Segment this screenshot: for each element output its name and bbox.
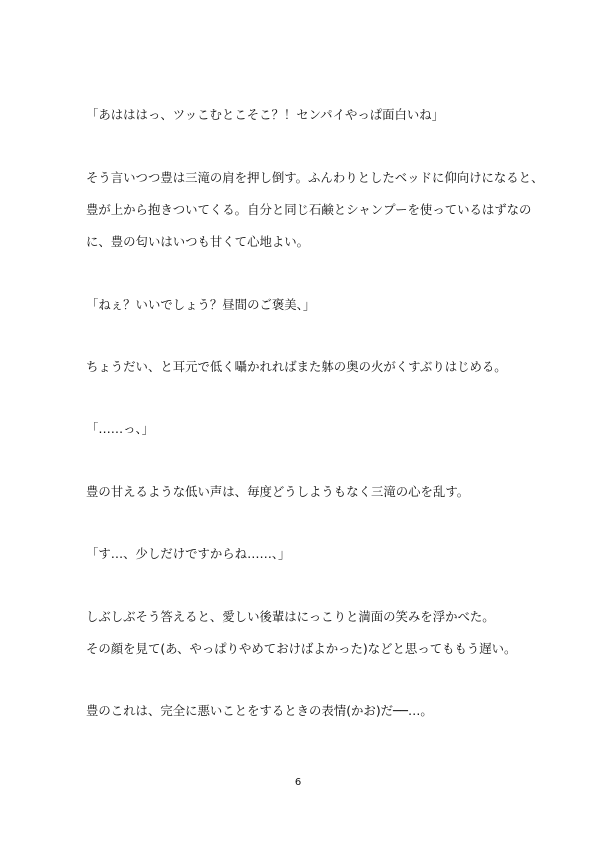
text-line-1: 「あはははっ、ツッこむとこそこ？！センパイやっぱ面白いね」	[86, 107, 445, 122]
text-line-9: 「す…、少しだけですからね……、」	[86, 546, 291, 561]
text-line-3: 豊が上から抱きついてくる。自分と同じ石鹸とシャンプーを使っているはずなの	[86, 202, 532, 217]
text-line-6: ちょうだい、と耳元で低く囁かれればまた躰の奥の火がくすぶりはじめる。	[86, 359, 507, 374]
text-line-8: 豊の甘えるような低い声は、毎度どうしようもなく三滝の心を乱す。	[86, 484, 470, 499]
page-number: 6	[294, 777, 302, 788]
text-line-7: 「……っ、」	[86, 421, 155, 436]
text-line-4: に、豊の匂いはいつも甘くて心地よい。	[86, 234, 310, 249]
text-line-12: 豊のこれは、完全に悪いことをするときの表情(かお)だ──…。	[86, 703, 433, 718]
text-line-10: しぶしぶそう答えると、愛しい後輩はにっこりと満面の笑みを浮かべた。	[86, 609, 495, 624]
text-line-5: 「ねぇ？いいでしょう？昼間のご褒美、」	[86, 297, 316, 312]
text-line-11: その顔を見て(あ、やっぱりやめておけばよかった)などと思ってももう遅い。	[86, 641, 517, 656]
text-line-2: そう言いつつ豊は三滝の肩を押し倒す。ふんわりとしたベッドに仰向けになると、	[86, 170, 544, 185]
